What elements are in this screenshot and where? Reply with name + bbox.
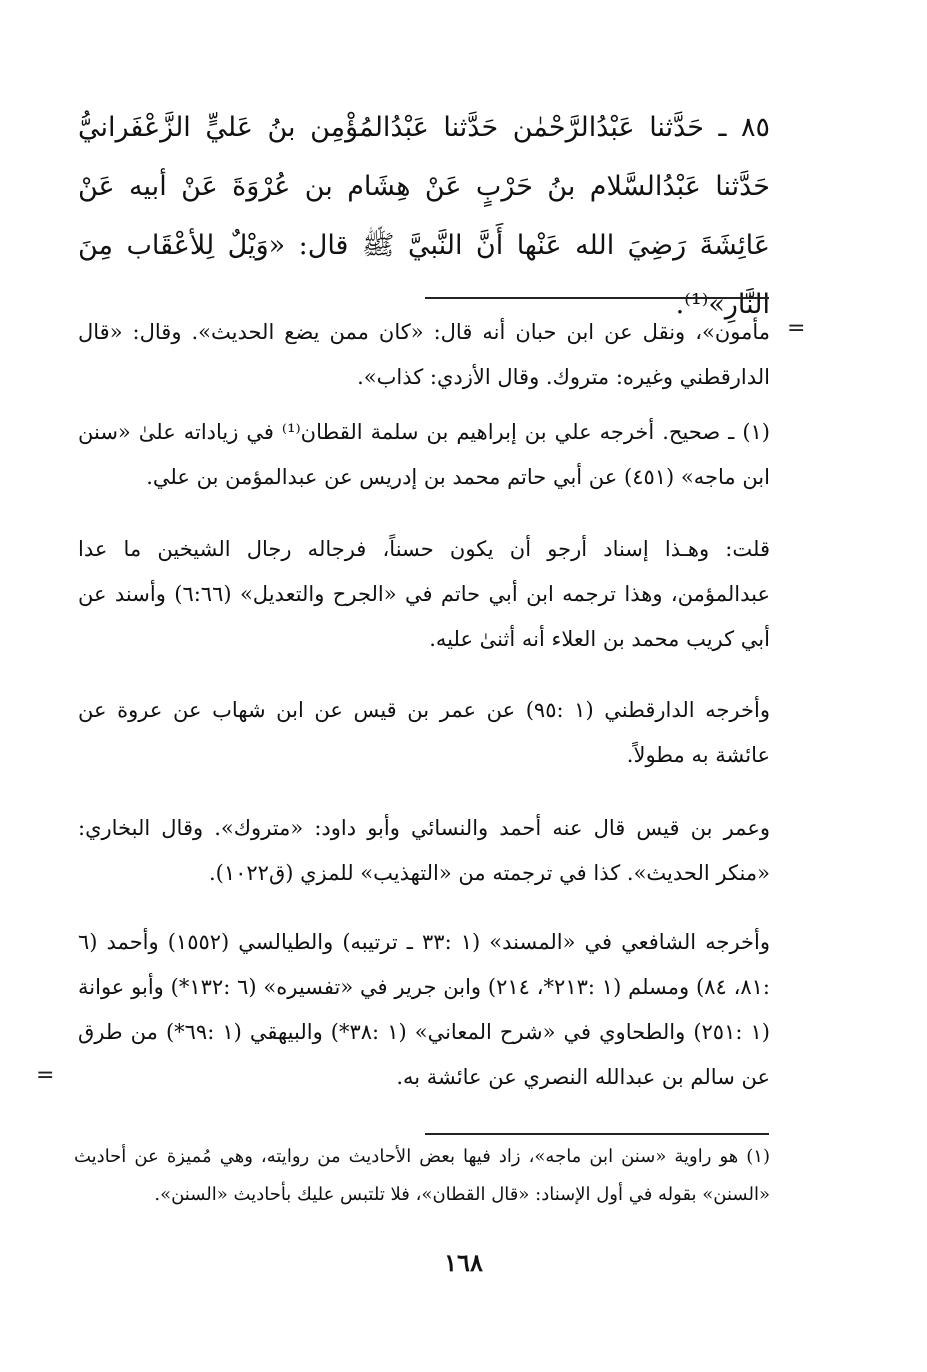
commentary-paragraph-5-text: وأخرجه الشافعي في «المسند» (١ :٣٣ ـ ترتيبه) والطيالسي (١٥٥٢) وأحمد (٦ :٨١، ٨٤) ومسلم (١ :٢١٣*، ٢١٤) وابن جرير في «تفسيره» (٦ :١٣٢*) وأبو عوانة (١ :٢٥١) والطحاوي في «شرح المعاني» (١ :٣٨*) والبيهقي (١ :٦٩*) من طرق عن سالم بن عبدالله النصري عن عائشة به.: [78, 930, 770, 1089]
commentary-paragraph-5: [78, 920, 770, 1100]
page-footnote-text: (١) هو راوية «سنن ابن ماجه»، زاد فيها بعض الأحاديث من روايته، وهي مُميزة عن أحاديث «السنن» بقوله في أول الإسناد: «قال القطان»، فلا تلتبس عليك بأحاديث «السنن».: [74, 1146, 770, 1205]
commentary-paragraph-3: [78, 688, 770, 778]
commentary-paragraph-2: [78, 527, 770, 662]
footnote-separator-bottom: [425, 1133, 769, 1135]
footnote-separator-top: [425, 297, 769, 299]
commentary-continuation: [78, 310, 770, 400]
commentary-paragraph-4: [78, 806, 770, 896]
commentary-paragraph-4-text: وعمر بن قيس قال عنه أحمد والنسائي وأبو داود: «متروك». وقال البخاري: «منكر الحديث». كذا في ترجمته من «التهذيب» للمزي (ق١٠٢٢).: [78, 816, 770, 885]
margin-continuation-mark-bottom: =: [36, 1063, 55, 1088]
commentary-paragraph-2-text: قلت: وهـذا إسناد أرجو أن يكون حسناً، فرجاله رجال الشيخين ما عدا عبدالمؤمن، وهذا ترجمه ابن أبي حاتم في «الجرح والتعديل» (٦:٦٦) وأسند عن أبي كريب محمد بن العلاء أنه أثنىٰ عليه.: [78, 537, 770, 651]
page-footnote: [74, 1138, 770, 1214]
commentary-note-1: [78, 410, 770, 500]
page-number: ١٦٨: [444, 1248, 483, 1277]
hadith-85-text: ٨٥ ـ حَدَّثنا عَبْدُالرَّحْمٰن حَدَّثنا عَبْدُالمُؤْمِن بنُ عَليٍّ الزَّعْفَرانيُّ حَدَّثنا عَبْدُالسَّلام بنُ حَرْبٍ عَنْ هِشَام بن عُرْوَةَ عَنْ أبيه عَنْ عَائِشَةَ رَضِيَ الله عَنْها أَنَّ النَّبيَّ ﷺ قال: «وَيْلٌ لِلأعْقَاب مِنَ النَّارِ»⁽¹⁾.: [78, 112, 770, 320]
commentary-continuation-text: مأمون»، ونقل عن ابن حبان أنه قال: «كان ممن يضع الحديث». وقال: «قال الدارقطني وغيره: متروك. وقال الأزدي: كذاب».: [78, 320, 770, 389]
commentary-paragraph-3-text: وأخرجه الدارقطني (١ :٩٥) عن عمر بن قيس عن ابن شهاب عن عروة عن عائشة به مطولاً.: [78, 698, 770, 767]
commentary-note-1-text: (١) ـ صحيح. أخرجه علي بن إبراهيم بن سلمة القطان⁽¹⁾ في زياداته علىٰ «سنن ابن ماجه» (٤٥١) عن أبي حاتم محمد بن إدريس عن عبدالمؤمن بن علي.: [78, 420, 770, 489]
margin-continuation-mark-top: =: [787, 316, 806, 341]
